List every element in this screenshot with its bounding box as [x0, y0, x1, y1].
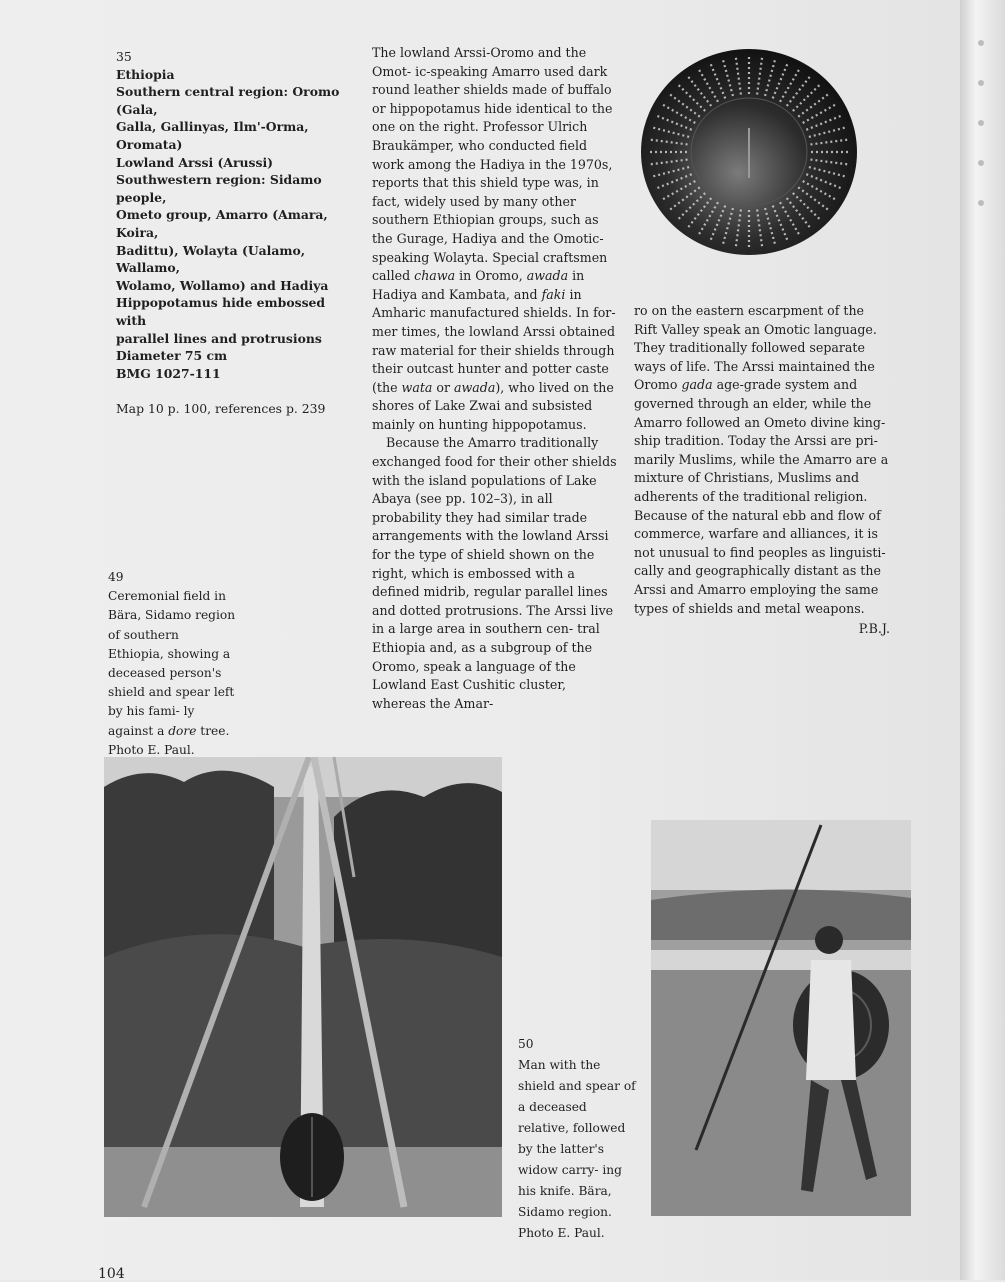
catalog-line: BMG 1027-111 [116, 365, 221, 381]
term-awada: awada [454, 379, 496, 395]
term-dore: dore [168, 723, 197, 738]
body-text-column-right [634, 302, 890, 639]
catalog-line: Southern central region: Oromo (Gala, [116, 84, 340, 117]
page-number: 104 [98, 1266, 125, 1282]
figure-number: 49 [108, 570, 124, 584]
catalog-number: 35 [116, 49, 132, 64]
catalog-line: Wolamo, Wollamo) and Hadiya [116, 277, 329, 293]
figure-caption-50 [518, 1034, 640, 1244]
shield-photo [640, 48, 858, 256]
term-gada: gada [681, 377, 713, 393]
catalog-line: Badittu), Wolayta (Ualamo, Wallamo, [116, 242, 306, 276]
body-paragraph: ro on the eastern escarpment of the Rift Valley speak an Omotic language. They traditionally followed separate ways of life. The Arssi maintained the Oromo gada age-grade system and governed through an elder, while the Amarro followed an Ometo divine king- ship tradition. Today the Arssi are pri- marily Muslims, while the Amarro are a mixture of Christians, Muslims and adherents of the traditional religion. Because of the natural ebb and flow of commerce, warfare and alliances, it is not unusual to find peoples as linguisti- cally and geographically distant as the Arssi and Amarro employing the same types of shields and metal weapons. [634, 303, 889, 616]
catalog-line: Diameter 75 cm [116, 348, 228, 364]
page-edge [960, 0, 1005, 1280]
caption-text: Ceremonial field in Bära, Sidamo region of southern Ethiopia, showing a deceased person's shield and spear left by his fami- ly against a dore tree. Photo E. Paul. [108, 589, 236, 757]
catalog-country: Ethiopia [116, 66, 175, 82]
figure-caption-49 [108, 568, 238, 760]
author-signature: P.B.J. [858, 621, 890, 637]
photo-man-with-shield [651, 820, 911, 1216]
catalog-line: parallel lines and protrusions [116, 330, 322, 346]
caption-text: Man with the shield and spear of a deceased relative, followed by the latter's widow carry- ing his knife. Bära, Sidamo region. Photo E. Paul. [518, 1058, 636, 1240]
term-awada: awada [526, 268, 569, 284]
catalog-line: Hippopotamus hide embossed with [116, 295, 326, 328]
catalog-map-reference: Map 10 p. 100, references p. 239 [116, 401, 326, 417]
term-faki: faki [541, 286, 566, 302]
catalog-line: Lowland Arssi (Arussi) [116, 154, 274, 170]
term-wata: wata [401, 379, 433, 395]
catalog-line: Ometo group, Amarro (Amara, Koira, [116, 207, 328, 240]
body-paragraph: Because the Amarro traditionally exchanged food for their other shields with the island populations of Lake Abaya (see pp. 102–3), in all probability they had similar trade arrangements with the lowland Arssi for the type of shield shown on the right, which is embossed with a defined midrib, regular parallel lines and dotted protrusions. The Arssi live in a large area in southern cen- tral Ethiopia and, as a subgroup of the Oromo, speak a language of the Lowland East Cushitic cluster, whereas the Amar- [372, 435, 617, 711]
photo-ceremonial-field [104, 757, 502, 1217]
body-text-column-middle [372, 44, 620, 713]
catalog-line: Galla, Gallinyas, Ilm'-Orma, Oromata) [116, 119, 309, 152]
catalog-entry [116, 48, 354, 418]
body-paragraph: The lowland Arssi-Oromo and the Omot- ic-speaking Amarro used dark round leather shields made of buffalo or hippopotamus hide identical to the one on the right. Professor Ulrich Braukämper, who conducted field work among the Hadiya in the 1970s, reports that this shield type was, in fact, widely used by many other southern Ethiopian groups, such as the Gurage, Hadiya and the Omotic-speaking Wolayta. Special craftsmen called chawa in Oromo, awada in Hadiya and Kambata, and faki in Amharic manufactured shields. In for- mer times, the lowland Arssi obtained raw material for their shields through their outcast hunter and potter caste (the wata or awada), who lived on the shores of Lake Zwai and subsisted mainly on hunting hippopotamus. [372, 45, 616, 432]
catalog-line: Southwestern region: Sidamo people, [116, 172, 322, 205]
figure-number: 50 [518, 1037, 534, 1051]
term-chawa: chawa [414, 268, 456, 284]
